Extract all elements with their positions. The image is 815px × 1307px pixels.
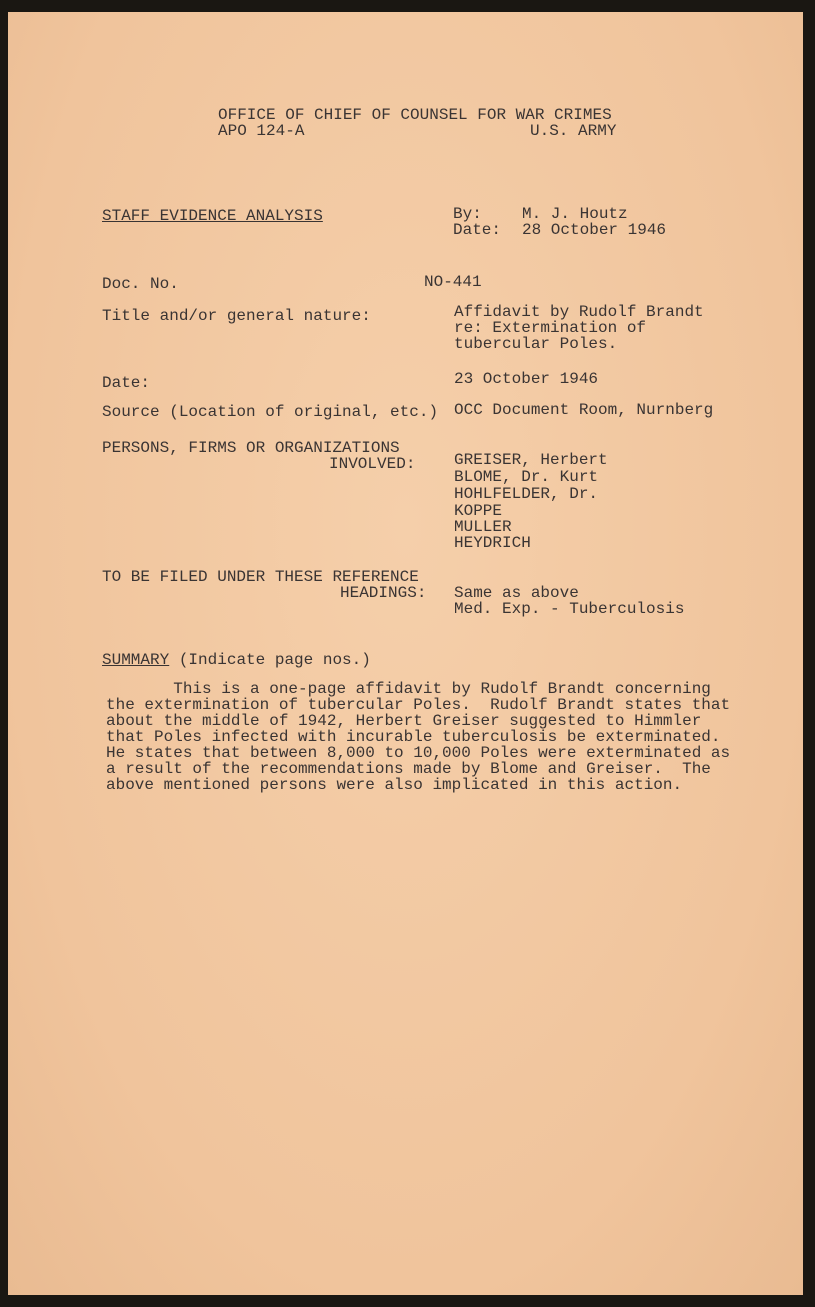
summary-line: that Poles infected with incurable tuberculosis be exterminated.	[106, 728, 721, 746]
summary-heading	[102, 652, 371, 668]
person-item: MULLER	[454, 518, 512, 536]
apo-number: APO 124-A	[218, 122, 305, 140]
analysis-title: STAFF EVIDENCE ANALYSIS	[102, 207, 323, 225]
summary-line: This is a one-page affidavit by Rudolf Brandt concerning	[106, 680, 711, 698]
by-label: By:	[453, 205, 482, 223]
reference-label: TO BE FILED UNDER THESE REFERENCE	[102, 568, 419, 586]
summary-line: above mentioned persons were also implicated in this action.	[106, 776, 683, 794]
date-label: Date:	[102, 374, 151, 392]
by-value: M. J. Houtz	[522, 205, 628, 223]
title-line: re: Extermination of	[454, 319, 647, 337]
persons-label: PERSONS, FIRMS OR ORGANIZATIONS	[102, 439, 400, 457]
title-line: tubercular Poles.	[454, 335, 618, 353]
persons-label-involved: INVOLVED:	[329, 455, 416, 473]
reference-item: Same as above	[454, 584, 579, 602]
source-label: Source (Location of original, etc.)	[102, 403, 439, 421]
reference-item: Med. Exp. - Tuberculosis	[454, 600, 685, 618]
doc-no-value: NO-441	[424, 273, 482, 291]
reference-label-headings: HEADINGS:	[340, 584, 427, 602]
date-value: 23 October 1946	[454, 370, 599, 388]
title-label: Title and/or general nature:	[102, 307, 371, 325]
person-item: BLOME, Dr. Kurt	[454, 468, 599, 486]
person-item: HOHLFELDER, Dr.	[454, 485, 599, 503]
title-line: Affidavit by Rudolf Brandt	[454, 303, 704, 321]
office-heading: OFFICE OF CHIEF OF COUNSEL FOR WAR CRIMES	[218, 106, 612, 124]
document-page	[8, 12, 803, 1295]
analysis-date-value: 28 October 1946	[522, 221, 667, 239]
summary-line: a result of the recommendations made by Blome and Greiser. The	[106, 760, 711, 778]
source-value: OCC Document Room, Nurnberg	[454, 401, 714, 419]
doc-no-label: Doc. No.	[102, 275, 179, 293]
summary-label: SUMMARY	[102, 651, 170, 669]
summary-line: He states that between 8,000 to 10,000 Poles were exterminated as	[106, 744, 731, 762]
person-item: GREISER, Herbert	[454, 451, 608, 469]
summary-line: about the middle of 1942, Herbert Greiser suggested to Himmler	[106, 712, 702, 730]
army-label: U.S. ARMY	[530, 122, 617, 140]
person-item: HEYDRICH	[454, 534, 531, 552]
analysis-date-label: Date:	[453, 221, 502, 239]
summary-hint: (Indicate page nos.)	[178, 651, 371, 669]
summary-line: the extermination of tubercular Poles. Rudolf Brandt states that	[106, 696, 731, 714]
person-item: KOPPE	[454, 502, 503, 520]
